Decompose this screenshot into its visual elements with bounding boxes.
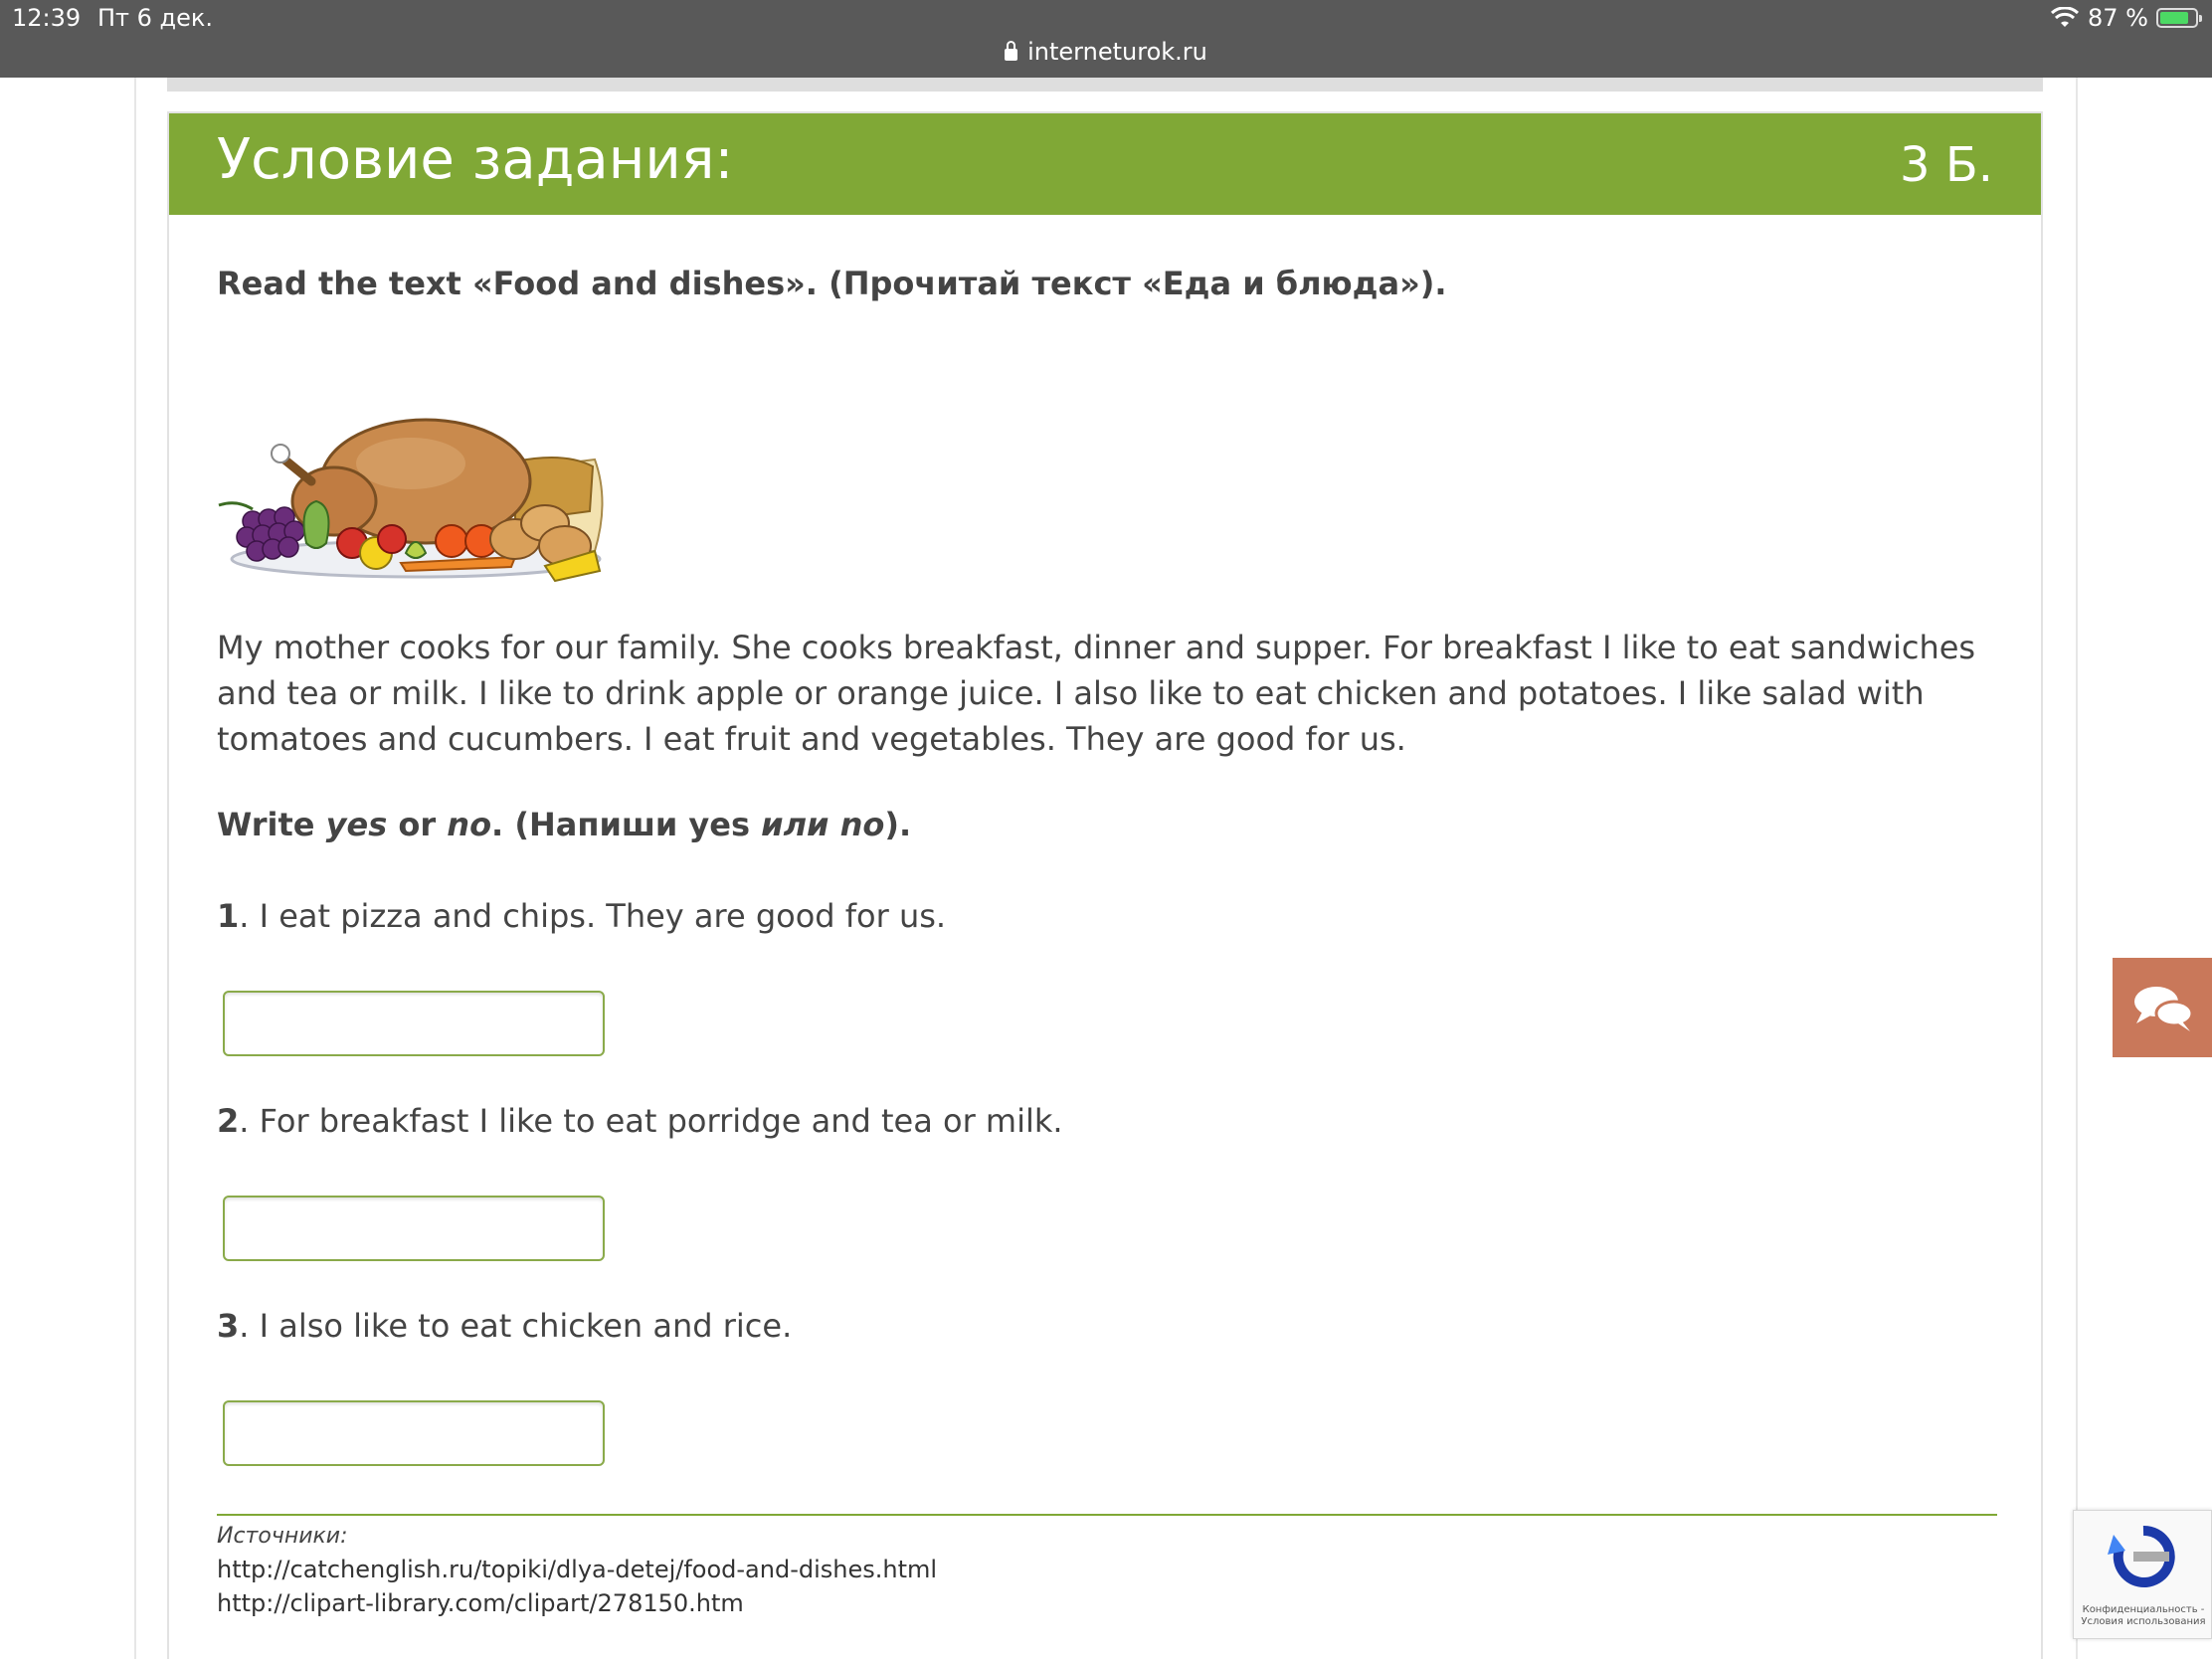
instruction-part: . (Напиши yes bbox=[491, 806, 762, 843]
instruction-no: no bbox=[447, 806, 492, 843]
task-title: Условие задания: bbox=[217, 127, 734, 192]
sources-label: Источники: bbox=[217, 1524, 348, 1549]
question-3 bbox=[217, 1307, 792, 1345]
lock-icon bbox=[1005, 49, 1017, 61]
question-text: . I eat pizza and chips. They are good for us. bbox=[239, 897, 947, 935]
answer-input-3[interactable] bbox=[223, 1400, 605, 1466]
battery-icon bbox=[2156, 8, 2198, 28]
instruction-part: ). bbox=[884, 806, 912, 843]
sources-divider bbox=[217, 1514, 1997, 1516]
address-bar[interactable] bbox=[0, 38, 2212, 66]
reading-text: My mother cooks for our family. She cooks breakfast, dinner and supper. For breakfast I like to eat sandwiches and tea or milk. I like to drink apple or orange juice. I also like to eat chicken and potatoes. I like salad with tomatoes and cucumbers. I eat fruit and vegetables. They are good for us. bbox=[217, 629, 1976, 758]
task-header bbox=[169, 113, 2041, 215]
question-text: . For breakfast I like to eat porridge and tea or milk. bbox=[239, 1102, 1063, 1140]
food-plate-image bbox=[217, 382, 615, 591]
instruction-part bbox=[829, 806, 839, 843]
task-intro: Read the text «Food and dishes». (Прочитай текст «Еда и блюда»). bbox=[217, 265, 1447, 302]
page-edge-left bbox=[134, 78, 136, 1659]
recaptcha-terms-link[interactable]: Условия использования bbox=[2081, 1616, 2206, 1627]
battery-percent: 87 % bbox=[2088, 4, 2148, 32]
question-number: 1 bbox=[217, 897, 240, 935]
task-instruction bbox=[217, 806, 911, 843]
recaptcha-privacy[interactable]: Конфиденциальность - bbox=[2082, 1604, 2205, 1615]
answer-input-2[interactable] bbox=[223, 1196, 605, 1261]
recaptcha-logo-icon bbox=[2074, 1511, 2212, 1604]
question-number: 2 bbox=[217, 1102, 240, 1140]
page-edge-right bbox=[2076, 78, 2078, 1659]
instruction-ili: или bbox=[761, 806, 830, 843]
source-link-2[interactable]: http://clipart-library.com/clipart/278150.htm bbox=[217, 1589, 744, 1617]
status-date: Пт 6 дек. bbox=[97, 4, 214, 32]
question-number: 3 bbox=[217, 1307, 240, 1345]
status-indicators bbox=[2050, 4, 2198, 32]
instruction-yes: yes bbox=[325, 806, 388, 843]
status-bar bbox=[0, 0, 2212, 78]
recaptcha-badge[interactable] bbox=[2073, 1510, 2212, 1639]
instruction-part: Write bbox=[217, 806, 326, 843]
task-points: 3 Б. bbox=[1900, 137, 1993, 193]
source-link-1[interactable]: http://catchenglish.ru/topiki/dlya-detej/food-and-dishes.html bbox=[217, 1556, 938, 1583]
question-1 bbox=[217, 897, 946, 935]
instruction-no: no bbox=[839, 806, 885, 843]
instruction-part: or bbox=[387, 806, 448, 843]
url-text: interneturok.ru bbox=[1027, 38, 1207, 66]
question-text: . I also like to eat chicken and rice. bbox=[239, 1307, 793, 1345]
task-card bbox=[167, 111, 2043, 1659]
recaptcha-terms bbox=[2074, 1604, 2212, 1628]
chat-bubbles-icon bbox=[2113, 958, 2212, 1057]
previous-block-edge bbox=[167, 78, 2043, 92]
question-2 bbox=[217, 1102, 1063, 1140]
answer-input-1[interactable] bbox=[223, 991, 605, 1056]
wifi-icon bbox=[2050, 7, 2080, 29]
status-time: 12:39 bbox=[12, 4, 82, 32]
chat-button[interactable] bbox=[2113, 958, 2212, 1057]
